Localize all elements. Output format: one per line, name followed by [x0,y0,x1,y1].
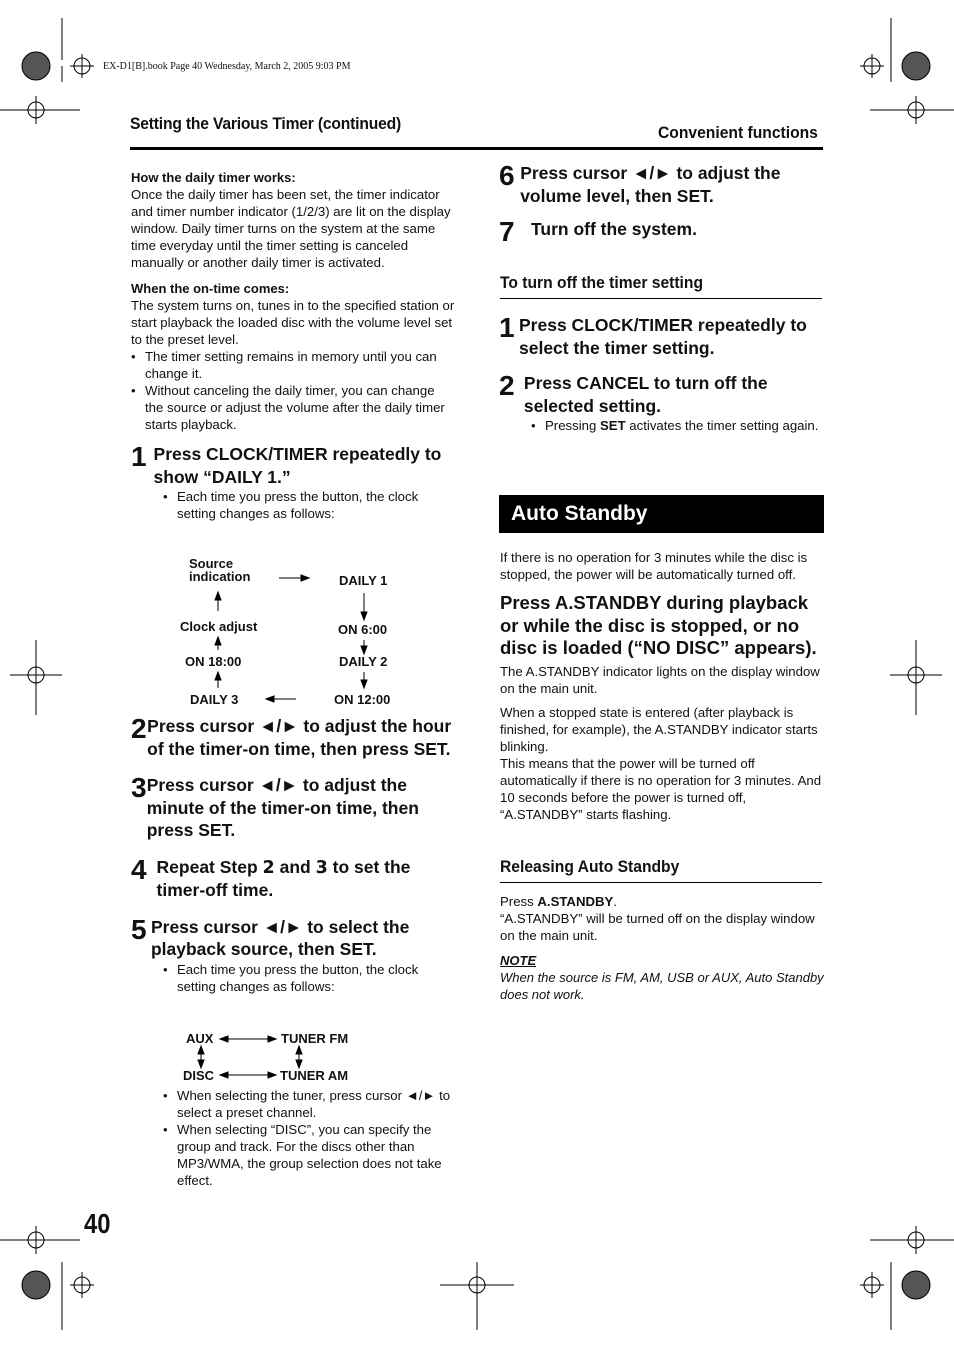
diagram-on1200: ON 12:00 [334,692,391,707]
step-2 [131,715,456,760]
diagram-daily3: DAILY 3 [190,692,239,707]
step-number: 3 [131,772,147,803]
ontime-body: The system turns on, tunes in to the specified station or start playback the loaded disc with the volume level set to the preset level. [131,298,455,347]
subhead-rule [500,882,822,883]
step-text: Press CLOCK/TIMER repeatedly to show “DAILY 1.” [153,444,442,487]
diagram-daily2: DAILY 2 [339,654,388,669]
step-text: Press cursor ◄/► to select the playback source, then SET. [150,916,410,959]
bullet-item: • Each time you press the button, the clock setting changes as follows: [163,961,456,995]
instruction-heading: Press A.STANDBY during playback or while the disc is stopped, or no disc is loaded (“NO DISC” appears). [500,592,817,658]
page-number: 40 [84,1208,111,1239]
bullet-item: • Each time you press the button, the clock setting changes as follows: [163,488,456,522]
diagram-on600: ON 6:00 [338,622,388,637]
step-number: 5 [131,913,147,945]
step-text: Press cursor ◄/► to adjust the hour of the timer-on time, then press SET. [147,716,452,759]
right-column [499,162,824,246]
off-step-1 [499,314,824,359]
release-button-name: A.STANDBY [537,894,614,909]
step-4 [131,853,456,902]
turn-off-steps [499,314,824,434]
how-body: Once the daily timer has been set, the timer indicator and timer number indicator (1/2/3) are lit on the display window. Daily timer turns on the system at the same time everyday until the timer setting is canceled manually or another daily timer is activated. [131,187,451,270]
release-line [500,893,825,910]
step-ref: 2 [262,857,275,878]
left-bullets-2 [163,1087,455,1189]
auto-standby-banner: Auto Standby [499,495,824,533]
step-text: Press cursor ◄/► to adjust the volume level, then SET. [520,163,781,206]
file-info: EX-D1[B].book Page 40 Wednesday, March 2, 2005 9:03 PM [103,61,351,72]
bullet-item: • When selecting the tuner, press cursor ◄/► to select a preset channel. [163,1087,455,1121]
step-text [157,856,456,902]
step-text: Press cursor ◄/► to adjust the minute of the timer-on time, then press SET. [146,775,419,840]
bullet-item [531,417,824,434]
step-text: Press CANCEL to turn off the selected setting. [523,373,768,416]
step-text-part: Repeat Step [156,856,263,877]
bullet-item: • When selecting “DISC”, you can specify the group and track. For the discs other than MP3/WMA, the group selection does not take effect. [163,1121,455,1189]
step-text-part: and [274,856,316,877]
para-1: The A.STANDBY indicator lights on the display window on the main unit. [500,663,820,696]
diagram-disc: DISC [183,1068,215,1083]
bullet-item: • Without canceling the daily timer, you can change the source or adjust the volume after the daily timer starts playback. [131,382,456,433]
step-7 [499,218,824,246]
diagram-daily1: DAILY 1 [339,573,388,588]
subhead-rule [500,298,822,299]
section-title: Setting the Various Timer (continued) [130,114,401,133]
diagram-clock-adjust: Clock adjust [180,619,258,634]
diagram-tuner-am: TUNER AM [280,1068,349,1083]
step-number: 4 [131,853,147,885]
how-title: How the daily timer works: [131,170,296,185]
bullet-item: • The timer setting remains in memory until you can change it. [131,348,456,382]
bullet-text: activates the timer setting again. [625,418,819,433]
step-3 [131,774,456,842]
diagram-aux: AUX [186,1031,214,1046]
step-number: 1 [499,312,515,343]
auto-standby-body [500,549,825,823]
step-number: 2 [131,713,147,744]
diagram-on1800: ON 18:00 [185,654,242,669]
step-number: 6 [499,160,515,191]
para-3: This means that the power will be turned off automatically if there is no operation for 3 minutes. And 10 seconds before the power is turned off, “A.STANDBY” starts flashing. [500,755,822,822]
ontime-title: When the on-time comes: [131,281,290,296]
para-2: When a stopped state is entered (after playback is finished, for example), the A.STANDBY indicator starts blinking. [500,704,818,754]
diagram-label: Source [189,556,234,571]
step-number: 2 [499,370,515,401]
diagram-label: indication [189,569,251,584]
bullet-bold: SET [599,418,626,433]
release-text: Press [500,894,538,909]
release-text: . [613,894,617,909]
note-label: NOTE [500,953,537,968]
step-text-part: to set the timer-off time. [156,856,411,900]
step-text: Turn off the system. [531,219,697,239]
turn-off-title: To turn off the timer setting [500,273,704,292]
diagram-tuner-fm: TUNER FM [281,1031,349,1046]
step-ref: 3 [315,857,328,878]
step-number: 1 [131,441,147,472]
step-text: Press CLOCK/TIMER repeatedly to select the timer setting. [519,315,807,358]
step-number: 7 [499,216,515,247]
note-body: When the source is FM, AM, USB or AUX, Auto Standby does not work. [500,970,824,1002]
releasing-body [500,893,825,1003]
intro-text: If there is no operation for 3 minutes while the disc is stopped, the power will be automatically turned off. [500,550,808,582]
off-step-2 [499,372,824,417]
left-column-steps [131,715,456,995]
chapter-title: Convenient functions [658,123,818,142]
release-body: “A.STANDBY” will be turned off on the display window on the main unit. [500,911,815,943]
bullet-text: Pressing [545,418,600,433]
step-5 [131,913,456,961]
step-6 [499,162,824,207]
releasing-title: Releasing Auto Standby [500,857,680,876]
